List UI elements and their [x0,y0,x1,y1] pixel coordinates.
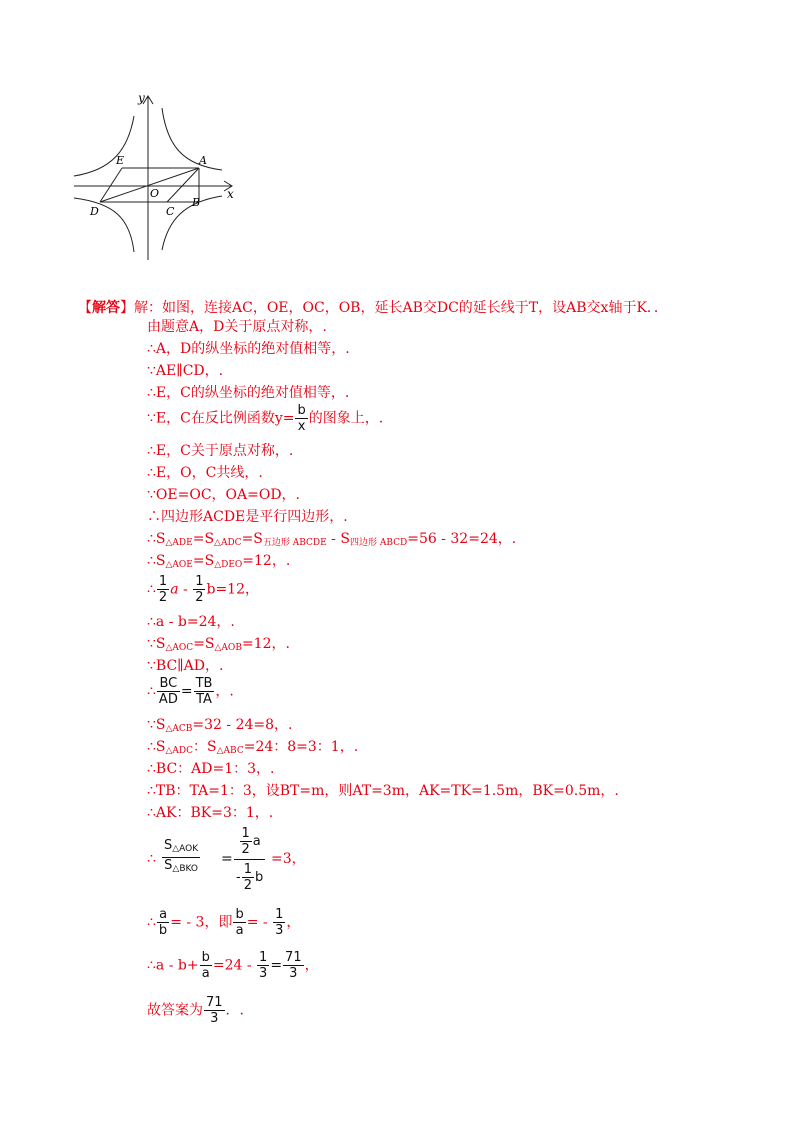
t: ∴ [147,581,156,598]
tag-bracket-close: 】 [120,300,134,316]
sub: △AOE [165,560,193,570]
sub: △AOK [172,844,199,854]
fraction-compound [234,826,265,893]
label-O: O [150,187,160,200]
sub: △BKO [172,864,199,874]
t: ．. [225,1002,244,1019]
frac-den [234,860,265,893]
sub: △ADE [165,538,193,548]
fraction-s-ratio [162,838,200,877]
step-3: ∵AE∥CD，. [147,363,224,379]
frac-den: a [201,966,210,981]
fraction-half [240,826,252,857]
t: = - 3，即 [170,914,233,931]
t: b [254,870,264,885]
sub: △ADC [214,538,242,548]
t: S [164,858,173,873]
final-answer [147,995,244,1026]
t: ∴ [147,914,156,931]
solution-tag: 解答 [92,300,120,316]
t: ∴S [147,553,166,569]
step-18 [147,738,358,760]
sub: 五边形 ABCDE [262,538,327,548]
fraction-b-over-x [295,403,307,434]
label-C: C [166,205,175,218]
t: - [236,870,241,885]
frac-den [162,858,200,877]
step-10 [147,530,516,552]
t: =S [192,531,215,547]
step-5-text-a: ∵E，C在反比例函数y= [147,410,295,427]
frac-num: 71 [206,995,223,1010]
label-E: E [116,154,125,167]
label-A: A [199,154,207,167]
step-5 [147,403,383,434]
t: ，. [215,683,234,700]
step-21: ∴AK：BK=3：1，. [147,805,274,821]
fraction-half [193,574,205,605]
step-16 [147,676,234,707]
frac-num [162,838,200,858]
frac-num: 1 [275,907,284,922]
t: = [180,683,193,700]
t: ∵S [147,717,166,733]
sub: △AOC [165,643,194,653]
t: = [270,957,283,974]
t: ∴S [147,531,166,547]
fraction-one-third [273,907,285,938]
solution-lead [78,297,668,317]
frac-den: TA [196,692,212,707]
t: ∴S [147,739,166,755]
step-5-text-b: 的图象上，. [308,410,384,427]
fraction-half [242,862,254,893]
step-8: ∵OE=OC，OA=OD，. [147,487,300,503]
sub: △DEO [214,560,243,570]
frac-num [234,826,265,860]
t: 故答案为 [147,1002,203,1019]
step-6: ∴E，C关于原点对称，. [147,443,294,459]
label-D: D [90,205,99,218]
t: =56 - 32=24，. [407,531,517,547]
frac-num: 1 [195,574,204,589]
frac-num: 71 [285,950,302,965]
t: =3， [271,851,306,867]
t: ∴ [147,851,156,867]
frac-den: 3 [275,923,284,938]
frac-num: 1 [259,950,268,965]
step-13: ∴a - b=24，. [147,614,235,630]
frac-den: 3 [289,966,298,981]
fraction-bc-ad [157,676,180,707]
step-7: ∴E，O，C共线，. [147,465,263,481]
frac-num: b [235,907,244,922]
fraction-answer-71-3 [204,995,225,1026]
frac-num: 1 [243,862,252,877]
label-x: x [227,187,234,201]
solution-intro: 解：如图，连接AC，OE，OC，OB，延长AB交DC的延长线于T，设AB交x轴于K．． [134,300,668,316]
hyperbola-branch-lower-left [74,198,134,252]
t: a [252,834,261,849]
fraction-a-b [157,907,169,938]
fraction-b-a [200,950,212,981]
frac-den: 2 [158,590,168,605]
frac-num: TB [195,676,213,691]
frac-den: 2 [195,590,204,605]
frac-den: b [158,923,168,938]
sub: △AOB [214,643,242,653]
frac-num: BC [157,676,180,692]
t: = - [246,914,273,931]
label-B: B [192,196,201,209]
segment-DE [100,168,122,202]
frac-num: 1 [158,574,168,589]
t: = [221,851,233,867]
sub: △ACB [165,724,193,734]
frac-den: x [297,419,306,434]
frac-den: 3 [259,966,268,981]
sub: 四边形 ABCD [349,538,408,548]
fraction-tb-ta [194,676,215,707]
step-4: ∴E，C的纵坐标的绝对值相等，. [147,385,350,401]
hyperbola-branch-upper-right [162,108,222,170]
t: =12，. [241,636,290,652]
sub: △ABC [216,746,244,756]
fraction-one-third [257,950,269,981]
t: a [170,581,179,598]
label-y: y [138,91,145,105]
step-15: ∵BC∥AD，. [147,658,224,674]
step-9: ∴四边形ACDE是平行四边形，. [147,509,348,525]
frac-den: 2 [241,842,250,857]
t: ：S [193,739,217,755]
t: =32 - 24=8，. [192,717,293,733]
hyperbola-figure [72,90,252,280]
t: =S [192,553,215,569]
frac-num: a [157,907,169,923]
step-24 [147,950,319,981]
frac-num: b [297,403,306,418]
frac-den: 3 [210,1011,219,1026]
t: =24：8=3：1，. [243,739,359,755]
step-12: ∴ $\frac{1}{2}$ a - $\frac{1}{2}$ b=12， [147,574,259,605]
step-23 [147,907,300,938]
t: =24 - [212,957,257,974]
t: ， [304,957,319,974]
t: ∵S [147,636,166,652]
hyperbola-branch-upper-left [74,116,134,176]
step-1: 由题意A，D关于原点对称，. [147,319,327,335]
step-20: ∴TB：TA=1：3，设BT=m，则AT=3m，AK=TK=1.5m，BK=0.5m，. [147,783,619,799]
t: =S [241,531,263,547]
step-11 [147,552,290,574]
t: ， [286,914,301,931]
t: - S [326,531,350,547]
t: ∴ [147,683,156,700]
frac-num: 1 [241,826,250,841]
t: =S [193,636,215,652]
fraction-half [157,574,169,605]
t: S [164,838,173,853]
t: b=12， [206,581,259,598]
frac-den: AD [158,692,178,707]
step-14 [147,635,290,657]
t: ∴a - b+ [147,957,199,974]
fraction-71-3 [283,950,304,981]
step-17 [147,716,293,738]
step-19: ∴BC：AD=1：3，. [147,761,275,777]
sub: △ADC [165,746,194,756]
frac-num: b [201,950,210,965]
frac-den: 2 [243,878,252,893]
tag-bracket-open: 【 [78,300,92,316]
fraction-b-a [233,907,245,938]
frac-den: a [235,923,244,938]
step-2: ∴A，D的纵坐标的绝对值相等，. [147,341,350,357]
t: =12，. [242,553,291,569]
